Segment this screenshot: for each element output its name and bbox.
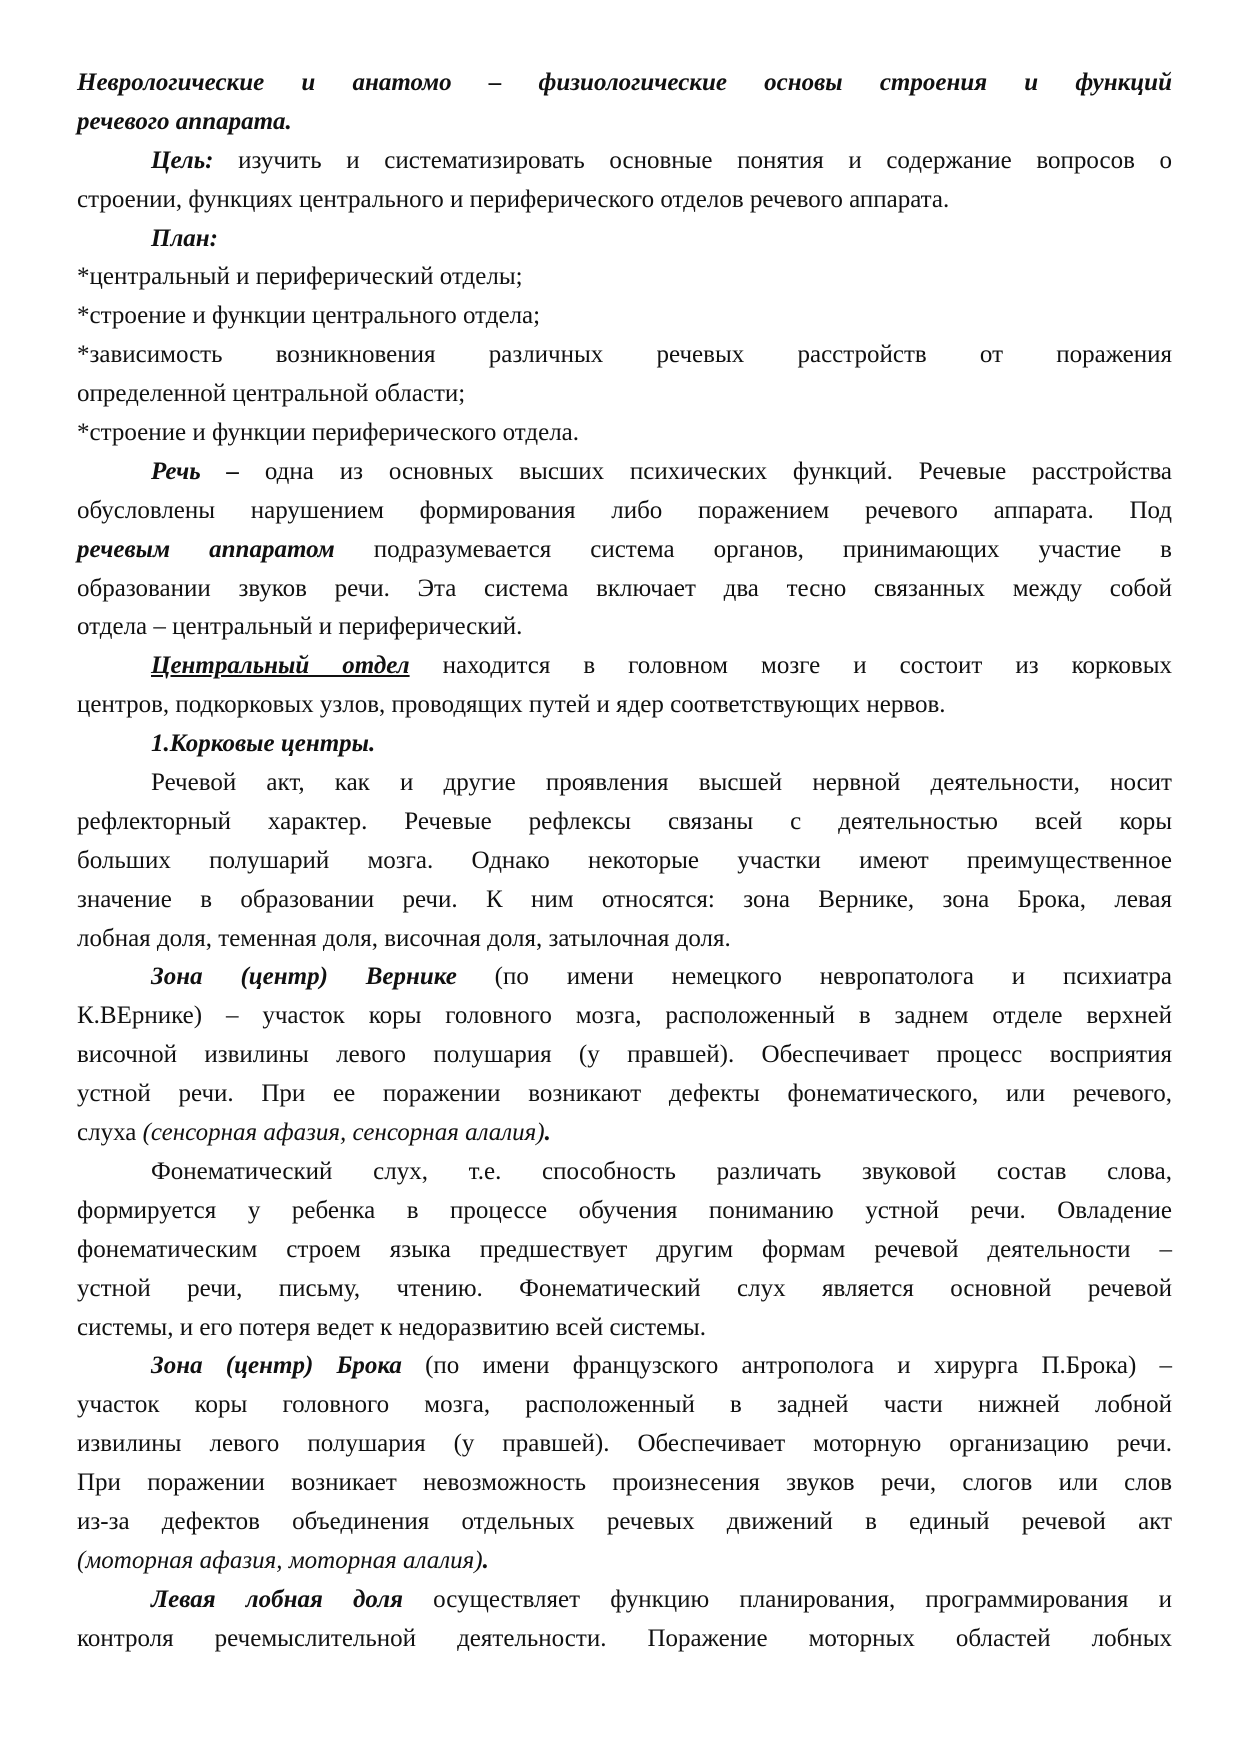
text-line [77,453,1172,492]
text-segment: системы, и его потеря ведет к недоразвитию всей системы. [77,1313,706,1341]
paragraph [77,1581,1172,1659]
text-segment: центров, подкорковых узлов, проводящих путей и ядер соответствующих нервов. [77,691,946,719]
text-segment: обусловлены нарушением формирования либо поражением речевого аппарата. Под [77,496,1172,524]
emphasized-text: Зона (центр) Брока [151,1352,402,1380]
paragraph [77,958,1172,1152]
text-segment: *центральный и периферический отделы; [77,263,523,291]
text-segment: устной речи, письму, чтению. Фонематический слух является основной речевой [77,1274,1172,1302]
text-segment: извилины левого полушария (у правшей). Обеспечивает моторную организацию речи. [77,1430,1172,1458]
text-line [77,142,1172,181]
text-line [77,336,1172,375]
text-segment: слуха [77,1119,143,1147]
text-line [77,920,1172,959]
text-line [77,842,1172,881]
text-segment: лобная доля, теменная доля, височная доля, затылочная доля. [77,924,731,952]
text-line [77,258,1172,297]
text-line [77,1620,1172,1659]
text-line [77,1503,1172,1542]
plan-list-item [77,414,1172,453]
emphasized-text: . [544,1119,551,1147]
text-line [77,1347,1172,1386]
text-segment: образовании звуков речи. Эта система включает два тесно связанных между собой [77,574,1172,602]
text-segment: рефлекторный характер. Речевые рефлексы связаны с деятельностью всей коры [77,807,1172,835]
text-line [77,686,1172,725]
document-title [77,64,1172,142]
text-segment: *строение и функции центрального отдела; [77,302,541,330]
text-segment: (по имени немецкого невропатолога и психиатра [456,963,1173,991]
text-line [77,725,1172,764]
emphasized-text: План: [151,224,218,252]
text-line [77,570,1172,609]
text-segment: Речевой акт, как и другие проявления высшей нервной деятельности, носит [151,769,1172,797]
emphasized-text: Речь – [151,457,240,485]
text-segment: изучить и систематизировать основные понятия и содержание вопросов о [213,146,1172,174]
text-segment: больших полушарий мозга. Однако некоторые участки имеют преимущественное [77,846,1172,874]
text-line [77,103,1172,142]
text-segment: строении, функциях центрального и периферического отделов речевого аппарата. [77,185,950,213]
text-segment: осуществляет функцию планирования, программирования и [403,1585,1172,1613]
text-line [77,1036,1172,1075]
text-segment: *строение и функции периферического отдела. [77,419,580,447]
paragraph [77,453,1172,647]
text-line [77,531,1172,570]
text-line [77,414,1172,453]
text-line [77,997,1172,1036]
text-line [77,1231,1172,1270]
text-line [77,764,1172,803]
text-line [77,608,1172,647]
text-segment: участок коры головного мозга, расположенный в задней части нижней лобной [77,1391,1172,1419]
text-line [77,1464,1172,1503]
text-segment: отдела – центральный и периферический. [77,613,523,641]
text-line [77,803,1172,842]
emphasized-text: Зона (центр) Вернике [151,963,457,991]
text-line [77,1425,1172,1464]
text-segment: (по имени французского антрополога и хирурга П.Брока) – [401,1352,1172,1380]
paragraph [77,764,1172,958]
emphasized-text: Неврологические и анатомо – физиологические основы строения и функций [77,69,1172,96]
text-line [77,1270,1172,1309]
paragraph [77,220,1172,259]
text-line [77,492,1172,531]
text-line [77,1153,1172,1192]
paragraph [77,1153,1172,1347]
paragraph [77,1347,1172,1580]
text-segment: Фонематический слух, т.е. способность различать звуковой состав слова, [151,1157,1172,1185]
emphasized-text: Левая лобная доля [151,1585,404,1613]
plan-list-item [77,336,1172,414]
text-line [77,1386,1172,1425]
text-segment: фонематическим строем языка предшествует другим формам речевой деятельности – [77,1235,1172,1263]
emphasized-text: Центральный отдел [151,652,410,680]
text-line [77,1192,1172,1231]
text-segment: К.ВЕрнике) – участок коры головного мозга, расположенный в заднем отделе верхней [77,1002,1172,1030]
text-segment: устной речи. При ее поражении возникают дефекты фонематического, или речевого, [77,1080,1172,1108]
text-line [77,1309,1172,1348]
text-line [77,1581,1172,1620]
text-line [77,881,1172,920]
text-segment: При поражении возникает невозможность произнесения звуков речи, слогов или слов [77,1469,1172,1497]
text-segment: *зависимость возникновения различных речевых расстройств от поражения [77,341,1172,369]
text-line [77,1075,1172,1114]
text-segment: значение в образовании речи. К ним относятся: зона Вернике, зона Брока, левая [77,885,1172,913]
emphasized-text: . [482,1546,489,1574]
text-line [77,1542,1172,1581]
text-line [77,220,1172,259]
text-line [77,958,1172,997]
text-segment: формируется у ребенка в процессе обучения пониманию устной речи. Овладение [77,1196,1172,1224]
text-segment: из-за дефектов объединения отдельных речевых движений в единый речевой акт [77,1507,1172,1535]
text-line [77,647,1172,686]
text-segment: одна из основных высших психических функций. Речевые расстройства [239,457,1173,485]
text-segment: височной извилины левого полушария (у правшей). Обеспечивает процесс восприятия [77,1041,1172,1069]
plan-list-item [77,297,1172,336]
text-line [77,297,1172,336]
text-segment: подразумевается система органов, принимающих участие в [334,535,1172,563]
emphasized-text: (моторная афазия, моторная алалия) [77,1546,483,1574]
emphasized-text: Цель: [151,146,214,174]
text-line [77,375,1172,414]
text-line [77,181,1172,220]
emphasized-text: речевым аппаратом [77,535,335,563]
plan-list-item [77,258,1172,297]
paragraph [77,725,1172,764]
paragraph [77,647,1172,725]
text-segment: определенной центральной области; [77,380,466,408]
emphasized-text: речевого аппарата. [77,107,292,135]
text-segment: находится в головном мозге и состоит из корковых [409,652,1172,680]
paragraph [77,142,1172,220]
emphasized-text: (сенсорная афазия, сенсорная алалия) [142,1119,545,1147]
text-line [77,1114,1172,1153]
text-line [77,64,1172,103]
text-segment: контроля речемыслительной деятельности. Поражение моторных областей лобных [77,1624,1172,1652]
emphasized-text: 1.Корковые центры. [151,730,376,758]
